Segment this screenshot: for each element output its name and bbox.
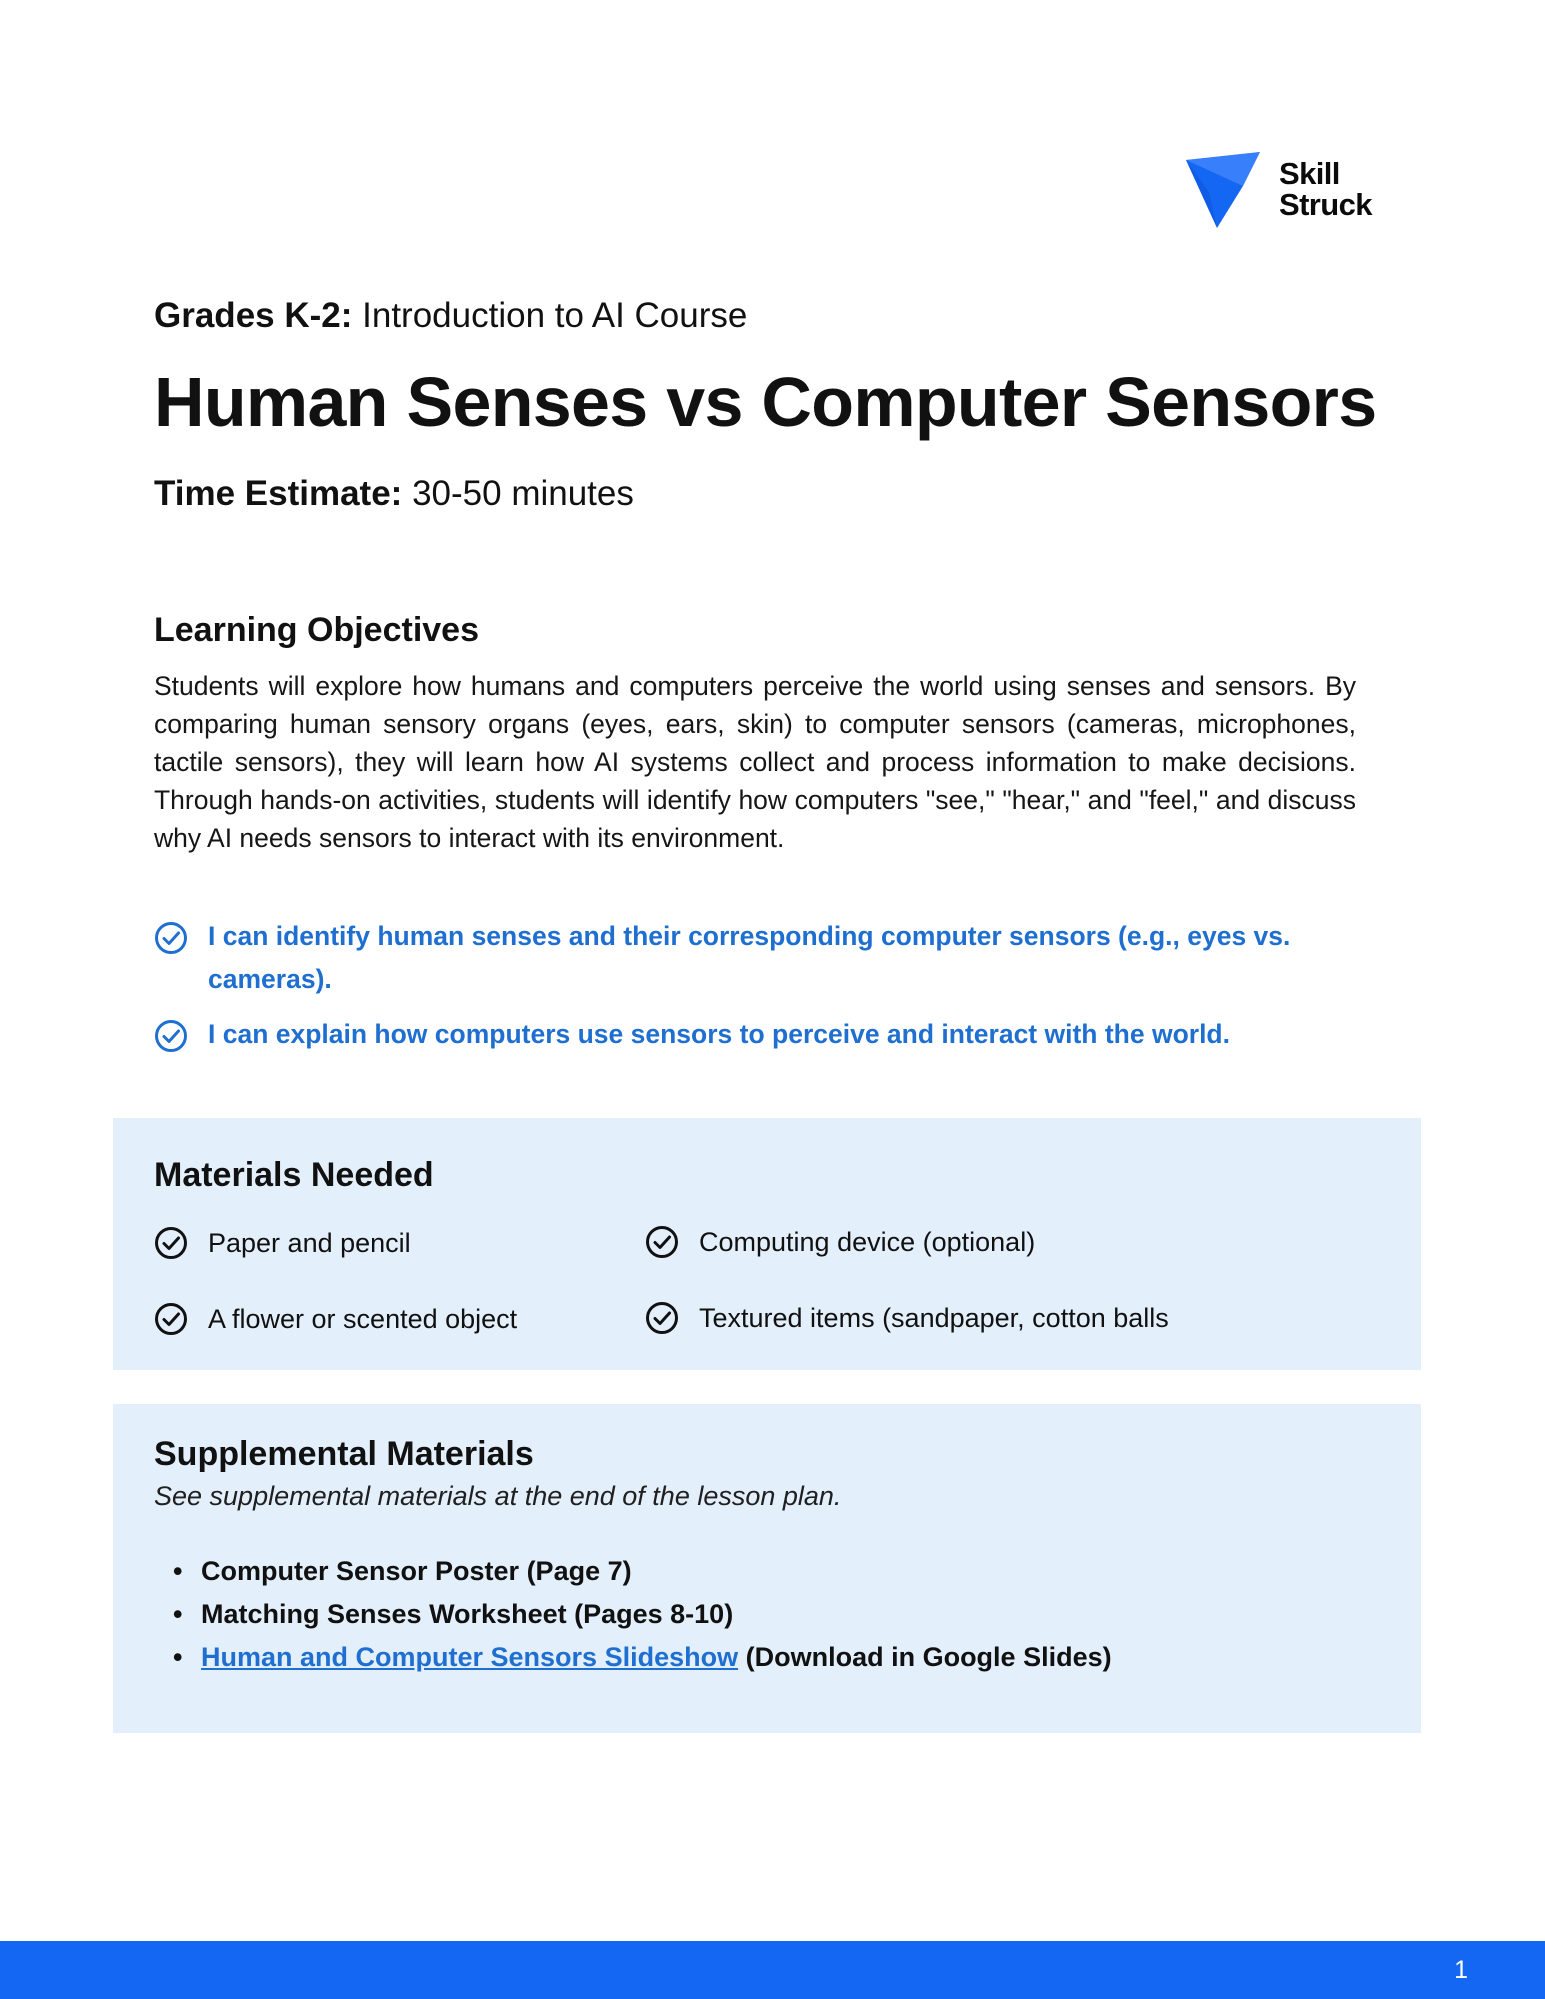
learning-objectives-heading: Learning Objectives [154, 611, 479, 649]
check-circle-icon [645, 1225, 679, 1259]
material-item [154, 1297, 517, 1341]
material-text: Textured items (sandpaper, cotton balls [699, 1303, 1169, 1333]
grade-course-line [154, 292, 747, 340]
learning-objectives-text: Students will explore how humans and computers perceive the world using senses and sensors. By comparing human sensory organs (eyes, ears, skin) to computer sensors (cameras, microphones, tactile sensors), they will learn how AI systems collect and process information to make decisions. Through hands-on activities, students will identify how computers "see," "hear," and "feel," and discuss why AI needs sensors to interact with its environment. [154, 671, 1356, 853]
page-title: Human Senses vs Computer Sensors [154, 363, 1377, 441]
material-text: A flower or scented object [208, 1304, 518, 1334]
grades-label: Grades K-2: [154, 296, 353, 335]
check-circle-icon [154, 1019, 188, 1053]
materials-needed-panel [113, 1118, 1421, 1370]
slideshow-link-suffix: (Download in Google Slides) [738, 1642, 1112, 1672]
supplemental-materials-panel [113, 1404, 1421, 1733]
logo-word-struck: Struck [1279, 187, 1372, 222]
supplemental-heading: Supplemental Materials [154, 1435, 534, 1473]
logo-word-skill: Skill [1279, 156, 1340, 191]
time-estimate-line [154, 470, 634, 518]
material-item [645, 1220, 1035, 1264]
material-item [645, 1296, 1169, 1340]
check-circle-icon [645, 1301, 679, 1335]
supplemental-item-text: Matching Senses Worksheet (Pages 8-10) [201, 1599, 734, 1629]
objective-checklist [154, 915, 1344, 1068]
page-number: 1 [1454, 1956, 1468, 1984]
footer-bar [0, 1941, 1545, 1999]
list-item [154, 1593, 1380, 1636]
time-estimate-label: Time Estimate: [154, 474, 403, 513]
slideshow-link[interactable]: Human and Computer Sensors Slideshow [201, 1642, 739, 1672]
supplemental-note: See supplemental materials at the end of the lesson plan. [154, 1481, 842, 1511]
materials-heading: Materials Needed [154, 1156, 434, 1194]
bullet: • [173, 1599, 183, 1629]
list-item [154, 1636, 1380, 1679]
logo-mark-icon [1186, 152, 1260, 228]
material-item [154, 1221, 411, 1265]
check-circle-icon [154, 1302, 188, 1336]
bullet: • [173, 1556, 183, 1586]
material-text: Computing device (optional) [699, 1227, 1036, 1257]
list-item [154, 1550, 1380, 1593]
objective-item [154, 915, 1344, 1001]
objective-text: I can explain how computers use sensors to perceive and interact with the world. [208, 1019, 1230, 1049]
supplemental-list [154, 1550, 1380, 1679]
logo-wordmark [1279, 158, 1372, 220]
check-circle-icon [154, 1226, 188, 1260]
bullet: • [173, 1642, 183, 1672]
material-text: Paper and pencil [208, 1228, 411, 1258]
check-circle-icon [154, 921, 188, 955]
supplemental-item-text: Computer Sensor Poster (Page 7) [201, 1556, 632, 1586]
course-name: Introduction to AI Course [362, 296, 748, 335]
time-estimate-value: 30-50 minutes [412, 474, 634, 513]
objective-text: I can identify human senses and their corresponding computer sensors (e.g., eyes vs. cameras). [208, 921, 1291, 994]
skill-struck-logo [1186, 152, 1391, 232]
learning-objectives-section [154, 608, 1356, 857]
objective-item [154, 1013, 1344, 1056]
